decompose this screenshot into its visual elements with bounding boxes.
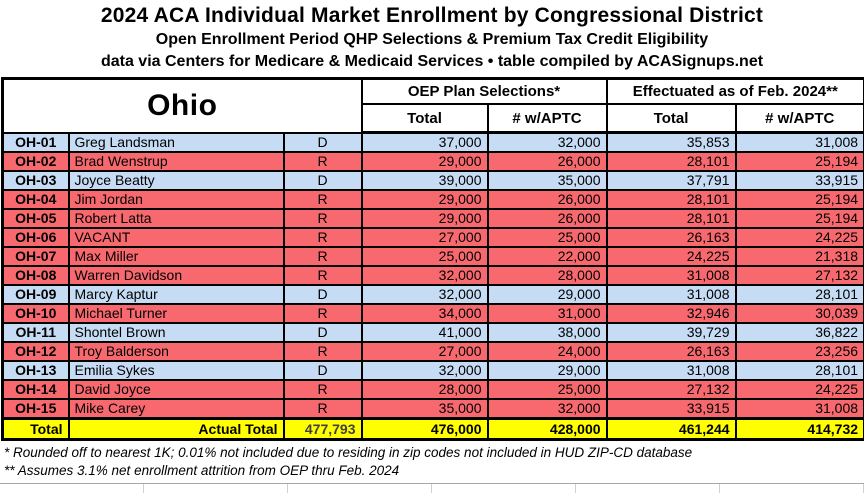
eff-total-cell: 35,853 [607,133,736,153]
district-cell: OH-03 [3,171,69,190]
table-row [3,190,864,209]
eff-total-cell: 26,163 [607,342,736,361]
eff-total-cell: 37,791 [607,171,736,190]
eff-aptc-cell: 24,225 [736,228,864,247]
state-header: Ohio [3,79,362,133]
district-cell: OH-06 [3,228,69,247]
party-cell: R [284,247,362,266]
oep-aptc-cell: 29,000 [488,361,607,380]
eff-total-cell: 28,101 [607,190,736,209]
oep-total-cell: 28,000 [362,380,488,399]
oep-total-cell: 32,000 [362,266,488,285]
table-row [3,133,864,153]
oep-aptc-cell: 26,000 [488,209,607,228]
party-cell: R [284,228,362,247]
eff-aptc-header: # w/APTC [736,104,864,133]
oep-aptc-cell: 25,000 [488,228,607,247]
district-cell: OH-07 [3,247,69,266]
oep-aptc-cell: 32,000 [488,133,607,153]
eff-aptc-cell: 31,008 [736,133,864,153]
rep-name-cell: Shontel Brown [69,323,284,342]
oep-aptc-cell: 26,000 [488,190,607,209]
total-row [3,419,864,440]
actual-total-value-cell: 477,793 [284,419,362,440]
oep-total-cell: 37,000 [362,133,488,153]
party-cell: D [284,285,362,304]
spreadsheet-gridline-strip [0,483,864,493]
district-cell: OH-13 [3,361,69,380]
party-cell: D [284,361,362,380]
effectuated-group-header: Effectuated as of Feb. 2024** [607,79,864,105]
oep-total-cell: 39,000 [362,171,488,190]
eff-total-cell: 28,101 [607,209,736,228]
district-cell: OH-02 [3,152,69,171]
rep-name-cell: VACANT [69,228,284,247]
eff-aptc-cell: 21,318 [736,247,864,266]
eff-total-cell: 24,225 [607,247,736,266]
source-line: data via Centers for Medicare & Medicaid Services • table compiled by ACASignups.net [100,53,764,70]
footnote-rounding: * Rounded off to nearest 1K; 0.01% not included due to residing in zip codes not included in HUD ZIP-CD database [4,445,693,460]
party-cell: R [284,209,362,228]
oep-aptc-cell: 32,000 [488,399,607,419]
oep-total-cell: 29,000 [362,190,488,209]
district-cell: OH-09 [3,285,69,304]
eff-aptc-cell: 25,194 [736,190,864,209]
eff-aptc-cell: 27,132 [736,266,864,285]
oep-total-cell: 29,000 [362,209,488,228]
table-row [3,323,864,342]
district-cell: OH-11 [3,323,69,342]
oep-aptc-cell: 28,000 [488,266,607,285]
rep-name-cell: Jim Jordan [69,190,284,209]
rep-name-cell: Joyce Beatty [69,171,284,190]
oep-total-cell: 25,000 [362,247,488,266]
oep-total-cell: 29,000 [362,152,488,171]
total-label-cell: Total [3,419,69,440]
eff-total-cell: 26,163 [607,228,736,247]
table-row [3,399,864,419]
party-cell: R [284,152,362,171]
eff-aptc-cell: 36,822 [736,323,864,342]
rep-name-cell: Robert Latta [69,209,284,228]
oep-total-cell: 27,000 [362,342,488,361]
eff-total-cell: 28,101 [607,152,736,171]
table-row [3,209,864,228]
district-cell: OH-08 [3,266,69,285]
eff-total-cell: 31,008 [607,285,736,304]
eff-aptc-cell: 31,008 [736,399,864,419]
district-cell: OH-12 [3,342,69,361]
party-cell: R [284,304,362,323]
page-title: 2024 ACA Individual Market Enrollment by Congressional District [100,4,764,27]
oep-aptc-cell: 29,000 [488,285,607,304]
table-row [3,228,864,247]
oep-total-cell: 35,000 [362,399,488,419]
district-cell: OH-04 [3,190,69,209]
eff-total-header: Total [607,104,736,133]
eff-total-cell: 31,008 [607,361,736,380]
footnote-attrition: ** Assumes 3.1% net enrollment attrition from OEP thru Feb. 2024 [4,463,400,478]
table-row [3,285,864,304]
total-eff-total-cell: 461,244 [607,419,736,440]
oep-aptc-cell: 24,000 [488,342,607,361]
eff-aptc-cell: 33,915 [736,171,864,190]
district-cell: OH-01 [3,133,69,153]
oep-aptc-cell: 31,000 [488,304,607,323]
rep-name-cell: Greg Landsman [69,133,284,153]
title-block [0,0,864,73]
rep-name-cell: Marcy Kaptur [69,285,284,304]
oep-total-cell: 34,000 [362,304,488,323]
table-body [3,133,864,419]
oep-total-header: Total [362,104,488,133]
page-subtitle: Open Enrollment Period QHP Selections & Premium Tax Credit Eligibility [155,31,709,48]
eff-total-cell: 27,132 [607,380,736,399]
oep-aptc-cell: 25,000 [488,380,607,399]
party-cell: D [284,323,362,342]
party-cell: R [284,342,362,361]
table-row [3,380,864,399]
oep-group-header: OEP Plan Selections* [362,79,607,105]
district-cell: OH-10 [3,304,69,323]
oep-aptc-cell: 38,000 [488,323,607,342]
table-row [3,247,864,266]
eff-total-cell: 32,946 [607,304,736,323]
district-cell: OH-05 [3,209,69,228]
eff-aptc-cell: 25,194 [736,152,864,171]
eff-aptc-cell: 25,194 [736,209,864,228]
oep-total-cell: 41,000 [362,323,488,342]
rep-name-cell: Emilia Sykes [69,361,284,380]
enrollment-table [1,77,864,441]
oep-aptc-cell: 35,000 [488,171,607,190]
footnotes [0,441,864,480]
eff-aptc-cell: 28,101 [736,361,864,380]
eff-total-cell: 39,729 [607,323,736,342]
table-row [3,266,864,285]
rep-name-cell: David Joyce [69,380,284,399]
district-cell: OH-15 [3,399,69,419]
party-cell: R [284,266,362,285]
total-oep-total-cell: 476,000 [362,419,488,440]
total-eff-aptc-cell: 414,732 [736,419,864,440]
oep-total-cell: 32,000 [362,361,488,380]
table-row [3,304,864,323]
rep-name-cell: Mike Carey [69,399,284,419]
oep-aptc-cell: 26,000 [488,152,607,171]
rep-name-cell: Troy Balderson [69,342,284,361]
rep-name-cell: Michael Turner [69,304,284,323]
oep-aptc-cell: 22,000 [488,247,607,266]
table-row [3,361,864,380]
oep-total-cell: 32,000 [362,285,488,304]
table-row [3,342,864,361]
party-cell: D [284,171,362,190]
eff-total-cell: 33,915 [607,399,736,419]
party-cell: D [284,133,362,153]
eff-aptc-cell: 23,256 [736,342,864,361]
rep-name-cell: Warren Davidson [69,266,284,285]
rep-name-cell: Max Miller [69,247,284,266]
total-oep-aptc-cell: 428,000 [488,419,607,440]
rep-name-cell: Brad Wenstrup [69,152,284,171]
eff-total-cell: 31,008 [607,266,736,285]
table-row [3,171,864,190]
oep-total-cell: 27,000 [362,228,488,247]
actual-total-label-cell: Actual Total [69,419,284,440]
party-cell: R [284,399,362,419]
table-row [3,152,864,171]
table-header [3,79,864,133]
eff-aptc-cell: 28,101 [736,285,864,304]
group-header-row [3,79,864,105]
oep-aptc-header: # w/APTC [488,104,607,133]
party-cell: R [284,190,362,209]
eff-aptc-cell: 24,225 [736,380,864,399]
eff-aptc-cell: 30,039 [736,304,864,323]
district-cell: OH-14 [3,380,69,399]
party-cell: R [284,380,362,399]
table-footer [3,419,864,440]
